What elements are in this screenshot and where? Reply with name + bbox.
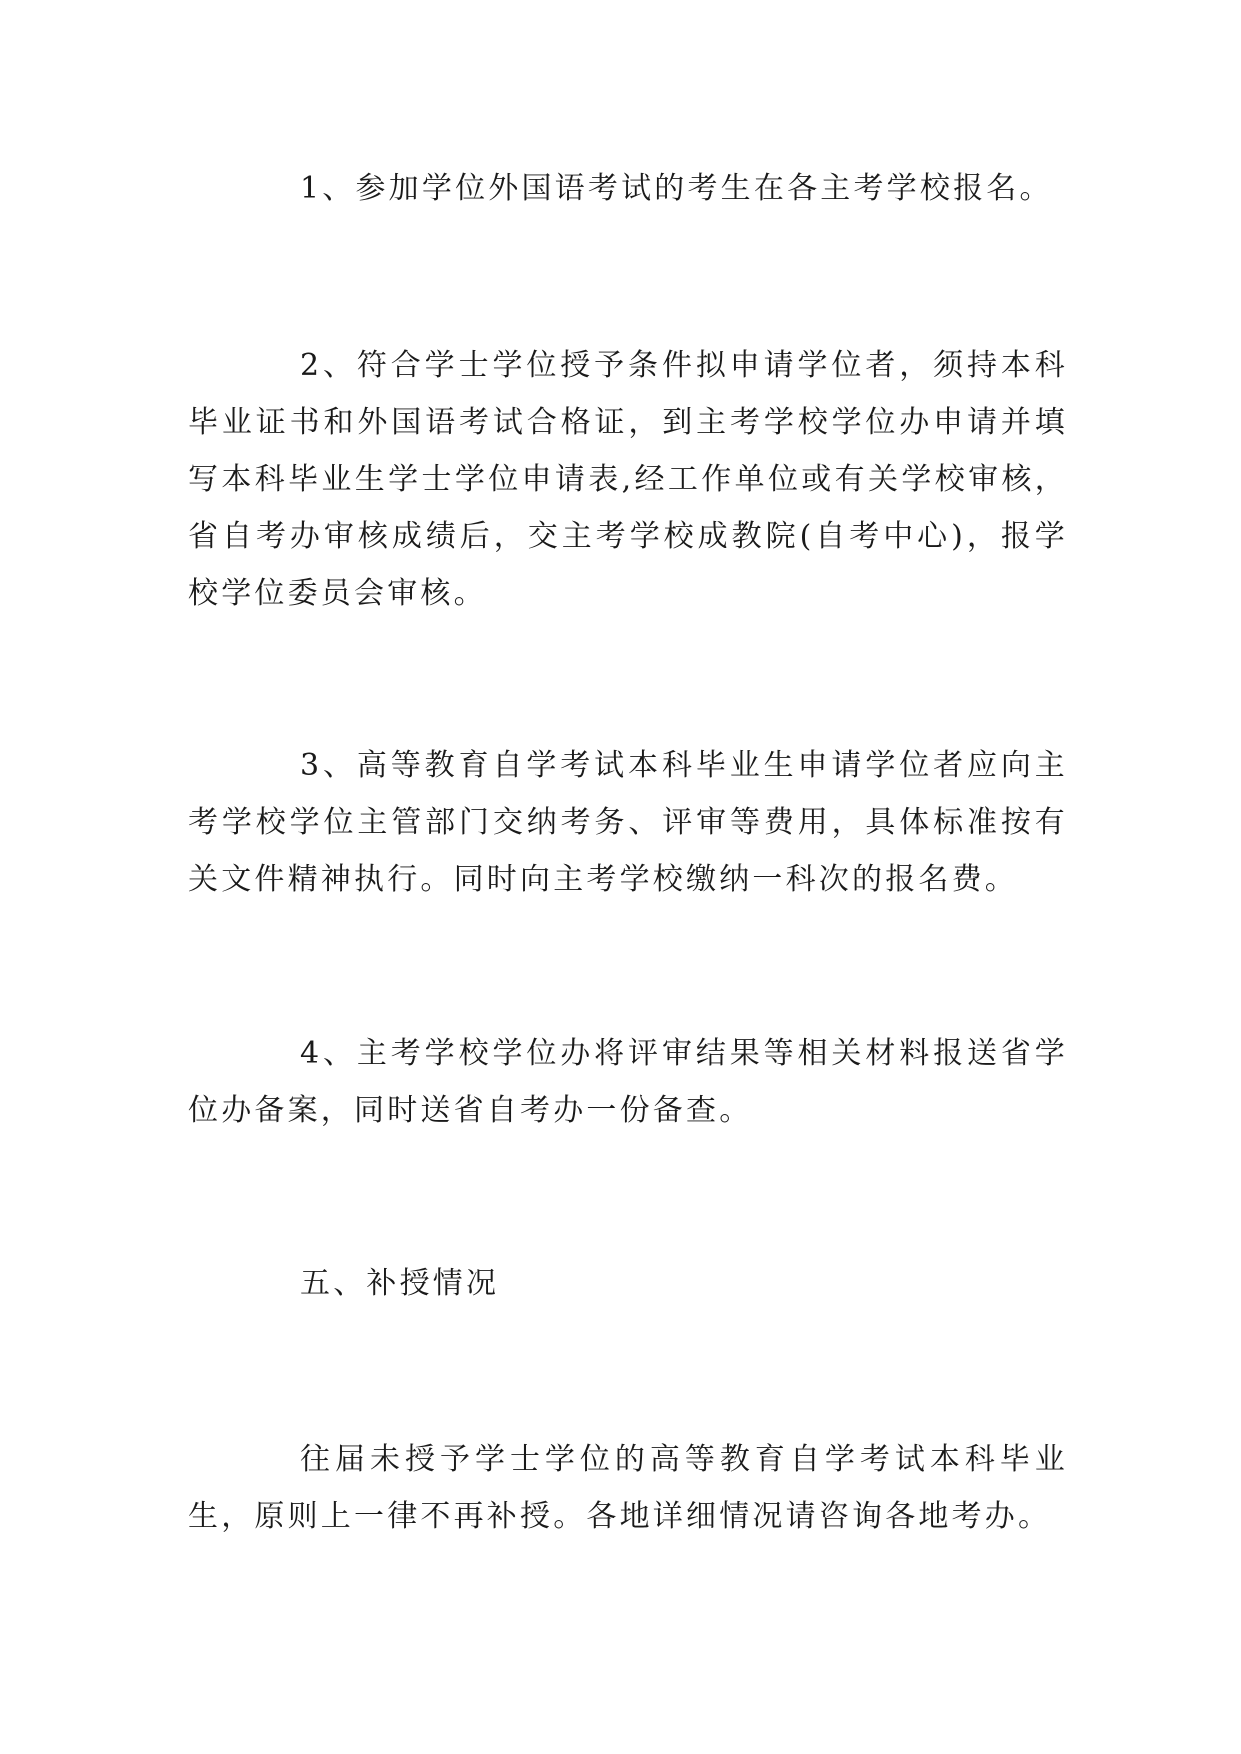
paragraph-supplementary-award: 往届未授予学士学位的高等教育自学考试本科毕业生，原则上一律不再补授。各地详细情况请咨询各地考办。 <box>188 1442 1068 1534</box>
paragraph-registration: 1、参加学位外国语考试的考生在各主考学校报名。 <box>300 171 1053 206</box>
paragraph-filing: 4、主考学校学位办将评审结果等相关材料报送省学位办备案，同时送省自考办一份备查。 <box>188 1036 1068 1128</box>
paragraph-fees: 3、高等教育自学考试本科毕业生申请学位者应向主考学校学位主管部门交纳考务、评审等费用，具体标准按有关文件精神执行。同时向主考学校缴纳一科次的报名费。 <box>188 748 1068 897</box>
paragraph-application-procedure: 2、符合学士学位授予条件拟申请学位者，须持本科毕业证书和外国语考试合格证，到主考学校学位办申请并填写本科毕业生学士学位申请表,经工作单位或有关学校审核，省自考办审核成绩后，交主考学校成教院(自考中心)，报学校学位委员会审核。 <box>188 348 1068 611</box>
section-heading-supplementary-award: 五、补授情况 <box>300 1266 500 1301</box>
